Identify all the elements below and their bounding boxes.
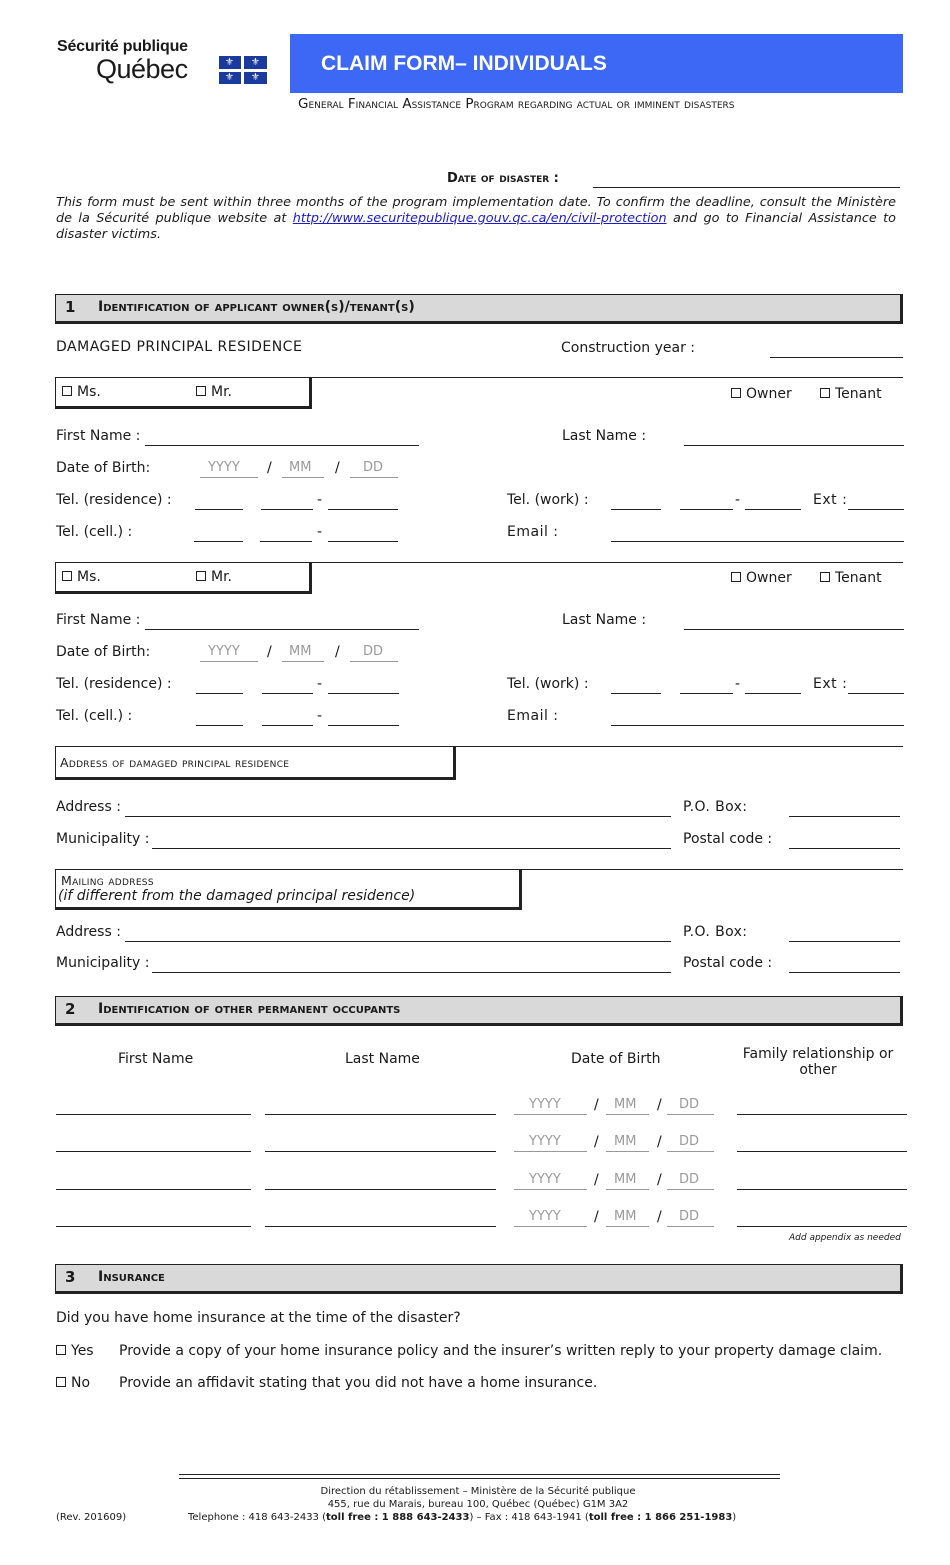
applicant-1-first-name-field[interactable] [145, 445, 419, 446]
applicant-2-tel-cell-label: Tel. (cell.) : [56, 708, 133, 724]
applicant-1-tel-work-label: Tel. (work) : [507, 492, 589, 508]
applicant-1-tel-cell-label: Tel. (cell.) : [56, 524, 133, 540]
date-underline [667, 1226, 714, 1227]
date-underline [514, 1226, 587, 1227]
applicant-1-tel-residence-prefix[interactable] [261, 509, 313, 510]
date-separator: / [657, 1172, 662, 1188]
applicant-2-ext-label: Ext : [813, 676, 848, 692]
occupant-4-last-name-field[interactable] [265, 1226, 496, 1227]
occupant-2-first-name-field[interactable] [56, 1151, 251, 1152]
applicant-1-dob-yyyy[interactable]: YYYY [208, 460, 240, 475]
construction-year-field[interactable] [770, 357, 903, 358]
date-underline [667, 1151, 714, 1152]
website-link[interactable]: http://www.securitepublique.gouv.qc.ca/en/civil-protection [292, 211, 667, 226]
col-family-relationship: Family relationship or other [742, 1046, 894, 1078]
quebec-flag-icon: ⚜ ⚜ ⚜ ⚜ [219, 56, 267, 84]
occupant-1-relationship-field[interactable] [737, 1114, 907, 1115]
damaged-postal-code-label: Postal code : [683, 831, 773, 847]
date-separator: / [594, 1134, 599, 1150]
occupant-2-relationship-field[interactable] [737, 1151, 907, 1152]
date-separator: / [335, 644, 340, 660]
applicant-2-dob-label: Date of Birth: [56, 644, 151, 660]
section-1-header: 1 Identification of applicant owner(s)/tenant(s) [55, 294, 903, 324]
form-title: CLAIM FORM– INDIVIDUALS [321, 52, 607, 75]
mailing-address-label: Address : [56, 924, 121, 940]
occupant-3-dob-dd[interactable]: DD [679, 1172, 700, 1187]
date-separator: / [267, 460, 272, 476]
col-date-of-birth: Date of Birth [571, 1051, 661, 1067]
date-underline [514, 1114, 587, 1115]
damaged-municipality-label: Municipality : [56, 831, 150, 847]
deadline-notice: This form must be sent within three months of the program implementation date. To confirm the deadline, consult the Ministère de la Sécurité publique website at http://www.securitepublique.gouv.qc.ca/en/civil-protection and go to Financial Assistance to disaster victims. [56, 195, 896, 242]
mailing-address-box-note: (if different from the damaged principal residence) [58, 888, 416, 904]
footer-divider [179, 1474, 780, 1475]
occupant-2-dob-dd[interactable]: DD [679, 1134, 700, 1149]
damaged-address-label: Address : [56, 799, 121, 815]
applicant-1-dob-dd[interactable]: DD [363, 460, 384, 475]
applicant-1-ext-field[interactable] [848, 509, 904, 510]
footer-divider-inner [179, 1478, 780, 1479]
section-2-header: 2 Identification of other permanent occupants [55, 996, 903, 1026]
applicant-2-tel-cell-prefix[interactable] [262, 725, 313, 726]
date-separator: / [594, 1172, 599, 1188]
applicant-1-email-label: Email : [507, 524, 559, 540]
applicant-2-tel-work-area[interactable] [611, 693, 661, 694]
applicant-1-tel-residence-number[interactable] [328, 509, 398, 510]
applicant-1-tel-residence-area[interactable] [195, 509, 243, 510]
applicant-1-tenant-checkbox[interactable]: Tenant [820, 386, 882, 402]
footer-line-1: Direction du rétablissement – Ministère de la Sécurité publique [320, 1486, 636, 1497]
mailing-municipality-label: Municipality : [56, 955, 150, 971]
applicant-1-first-name-label: First Name : [56, 428, 141, 444]
applicant-2-email-label: Email : [507, 708, 559, 724]
date-of-disaster-field[interactable] [593, 187, 900, 188]
applicant-2-tel-residence-number[interactable] [328, 693, 399, 694]
applicant-1-last-name-label: Last Name : [562, 428, 647, 444]
applicant-1-tel-cell-prefix[interactable] [260, 541, 312, 542]
applicant-2-email-field[interactable] [611, 725, 904, 726]
applicant-2-last-name-label: Last Name : [562, 612, 647, 628]
applicant-1-last-name-field[interactable] [684, 445, 904, 446]
damaged-residence-label: DAMAGED PRINCIPAL RESIDENCE [56, 339, 303, 355]
date-underline [514, 1189, 587, 1190]
occupant-4-relationship-field[interactable] [737, 1226, 907, 1227]
applicant-2-last-name-field[interactable] [684, 629, 904, 630]
mailing-address-field[interactable] [125, 941, 671, 942]
col-last-name: Last Name [345, 1051, 420, 1067]
applicant-1-owner-checkbox[interactable]: Owner [731, 386, 792, 402]
applicant-1-tel-work-number[interactable] [745, 509, 801, 510]
applicant-2-tel-work-label: Tel. (work) : [507, 676, 589, 692]
applicant-2-mr-checkbox[interactable]: Mr. [196, 569, 232, 585]
occupant-2-last-name-field[interactable] [265, 1151, 496, 1152]
date-separator: / [267, 644, 272, 660]
date-underline [667, 1114, 714, 1115]
applicant-1-dob-mm[interactable]: MM [289, 460, 312, 475]
date-underline [667, 1189, 714, 1190]
col-first-name: First Name [118, 1051, 194, 1067]
applicant-2-tel-cell-number[interactable] [328, 725, 399, 726]
mailing-address-box-title: Mailing address [61, 873, 154, 888]
date-underline [606, 1114, 649, 1115]
insurance-yes-text: Provide a copy of your home insurance policy and the insurer’s written reply to your property damage claim. [119, 1343, 883, 1359]
revision-number: (Rev. 201609) [56, 1512, 127, 1523]
applicant-1-tel-cell-area[interactable] [194, 541, 243, 542]
applicant-2-tel-residence-label: Tel. (residence) : [56, 676, 172, 692]
occupant-4-first-name-field[interactable] [56, 1226, 251, 1227]
mailing-municipality-field[interactable] [152, 972, 671, 973]
logo-text-top: Sécurité publique [57, 38, 188, 55]
construction-year-label: Construction year : [561, 340, 695, 356]
date-separator: / [335, 460, 340, 476]
date-of-disaster-label: Date of disaster : [447, 171, 559, 186]
date-separator: / [657, 1209, 662, 1225]
appendix-note: Add appendix as needed [789, 1233, 901, 1243]
phone-dash: - [317, 708, 323, 724]
logo-text-bottom: Québec [96, 54, 188, 84]
applicant-2-dob-yyyy[interactable]: YYYY [208, 644, 240, 659]
occupant-3-first-name-field[interactable] [56, 1189, 251, 1190]
insurance-no-text: Provide an affidavit stating that you did not have a home insurance. [119, 1375, 598, 1391]
phone-dash: - [317, 524, 323, 540]
occupant-4-dob-mm[interactable]: MM [614, 1209, 637, 1224]
mailing-address-box [55, 869, 522, 910]
applicant-1-ext-label: Ext : [813, 492, 848, 508]
occupant-4-dob-dd[interactable]: DD [679, 1209, 700, 1224]
applicant-2-first-name-label: First Name : [56, 612, 141, 628]
footer-line-2: 455, rue du Marais, bureau 100, Québec (Québec) G1M 3A2 [327, 1499, 629, 1510]
applicant-2-first-name-field[interactable] [145, 629, 419, 630]
applicant-1-dob-label: Date of Birth: [56, 460, 151, 476]
mailing-po-box-label: P.O. Box: [683, 924, 748, 940]
occupant-1-dob-mm[interactable]: MM [614, 1097, 637, 1112]
applicant-2-ext-field[interactable] [848, 693, 904, 694]
applicant-2-tel-residence-prefix[interactable] [262, 693, 313, 694]
applicant-2-tel-residence-area[interactable] [196, 693, 243, 694]
insurance-yes-checkbox[interactable]: Yes [56, 1343, 94, 1359]
applicant-2-dob-dd[interactable]: DD [363, 644, 384, 659]
occupant-2-dob-yyyy[interactable]: YYYY [529, 1134, 561, 1149]
damaged-address-field[interactable] [125, 816, 671, 817]
damaged-municipality-field[interactable] [152, 848, 671, 849]
date-separator: / [594, 1209, 599, 1225]
date-underline [514, 1151, 587, 1152]
applicant-2-dob-mm[interactable]: MM [289, 644, 312, 659]
occupant-4-dob-yyyy[interactable]: YYYY [529, 1209, 561, 1224]
occupant-3-dob-mm[interactable]: MM [614, 1172, 637, 1187]
applicant-2-tenant-checkbox[interactable]: Tenant [820, 570, 882, 586]
phone-dash: - [735, 492, 741, 508]
date-separator: / [657, 1097, 662, 1113]
insurance-question: Did you have home insurance at the time of the disaster? [56, 1310, 461, 1326]
form-subtitle: General Financial Assistance Program regarding actual or imminent disasters [298, 96, 735, 112]
applicant-1-mr-checkbox[interactable]: Mr. [196, 384, 232, 400]
applicant-2-owner-checkbox[interactable]: Owner [731, 570, 792, 586]
applicant-2-ms-checkbox[interactable]: Ms. [62, 569, 101, 585]
applicant-1-email-field[interactable] [611, 541, 904, 542]
applicant-1-tel-cell-number[interactable] [328, 541, 398, 542]
damaged-po-box-field[interactable] [789, 816, 900, 817]
date-separator: / [657, 1134, 662, 1150]
occupant-3-dob-yyyy[interactable]: YYYY [529, 1172, 561, 1187]
mailing-po-box-field[interactable] [789, 941, 900, 942]
damaged-postal-code-field[interactable] [789, 848, 900, 849]
applicant-1-tel-work-prefix[interactable] [680, 509, 733, 510]
date-underline [606, 1189, 649, 1190]
date-separator: / [594, 1097, 599, 1113]
phone-dash: - [317, 492, 323, 508]
occupant-3-last-name-field[interactable] [265, 1189, 496, 1190]
section-3-header: 3 Insurance [55, 1264, 903, 1294]
occupant-1-last-name-field[interactable] [265, 1114, 496, 1115]
applicant-2-tel-cell-area[interactable] [196, 725, 243, 726]
damaged-address-box [55, 746, 456, 780]
phone-dash: - [317, 676, 323, 692]
footer-contact: Telephone : 418 643-2433 (toll free : 1 888 643-2433) – Fax : 418 643-1941 (toll free : 1 866 251-1983) [188, 1512, 737, 1523]
applicant-2-tel-work-prefix[interactable] [680, 693, 733, 694]
applicant-2-tel-work-number[interactable] [745, 693, 801, 694]
date-underline [606, 1151, 649, 1152]
applicant-1-tel-work-area[interactable] [611, 509, 661, 510]
phone-dash: - [735, 676, 741, 692]
insurance-no-checkbox[interactable]: No [56, 1375, 90, 1391]
date-underline [606, 1226, 649, 1227]
damaged-address-box-title: Address of damaged principal residence [60, 755, 290, 770]
mailing-postal-code-label: Postal code : [683, 955, 773, 971]
occupant-1-dob-yyyy[interactable]: YYYY [529, 1097, 561, 1112]
applicant-1-tel-residence-label: Tel. (residence) : [56, 492, 172, 508]
occupant-1-dob-dd[interactable]: DD [679, 1097, 700, 1112]
applicant-1-ms-checkbox[interactable]: Ms. [62, 384, 101, 400]
occupant-3-relationship-field[interactable] [737, 1189, 907, 1190]
damaged-po-box-label: P.O. Box: [683, 799, 748, 815]
occupant-2-dob-mm[interactable]: MM [614, 1134, 637, 1149]
mailing-postal-code-field[interactable] [789, 972, 900, 973]
occupant-1-first-name-field[interactable] [56, 1114, 251, 1115]
